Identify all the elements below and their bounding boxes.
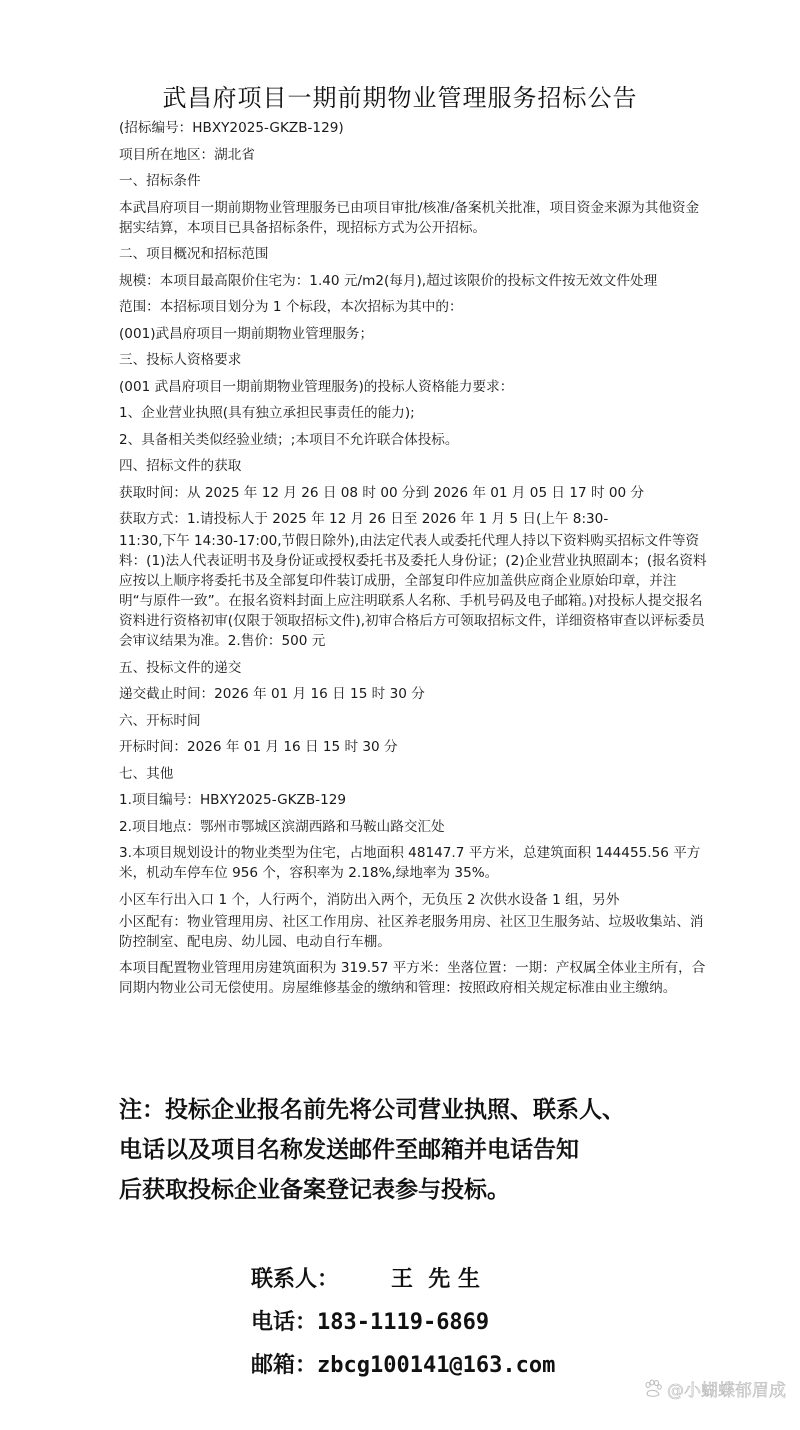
management-housing-text: 本项目配置物业管理用房建筑面积为 319.57 平方米：坐落位置：一期：产权属全体业主所有，合同期内物业公司无偿使用。房屋维修基金的缴纳和管理：按照政府相关规定标准由业主缴纳。 — [119, 960, 706, 996]
note-line: 注：投标企业报名前先将公司营业执照、联系人、 — [119, 1097, 625, 1123]
contact-email-value: zbcg100141@163.com — [316, 1353, 556, 1378]
acquisition-time: 获取时间：从 2025 年 12 月 26 日 08 时 00 分到 2026 年 01 月 05 日 17 时 00 分 — [119, 484, 645, 501]
note-line: 电话以及项目名称发送邮件至邮箱并电话告知 — [119, 1137, 579, 1163]
registration-note — [119, 1090, 719, 1210]
watermark — [643, 1376, 786, 1401]
acquisition-method: 获取方式：1.请投标人于 2025 年 12 月 26 日至 2026 年 1 月 5 日(上午 8:30- — [119, 511, 609, 527]
contact-phone-label: 电话： — [250, 1310, 317, 1335]
tender-conditions: 本武昌府项目一期前期物业管理服务已由项目审批/核准/备案机关批准，项目资金来源为其他资金据实结算，本项目已具备招标条件，现招标方式为公开招标。 — [119, 199, 700, 236]
contact-phone-value: 183-1119-6869 — [316, 1310, 490, 1335]
watermark-text: @小蝴蝶郁眉成 — [667, 1381, 786, 1401]
qualification-intro: (001 武昌府项目一期前期物业管理服务)的投标人资格能力要求： — [119, 378, 514, 395]
note-line: 后获取投标企业备案登记表参与投标。 — [119, 1177, 510, 1203]
submission-deadline: 递交截止时间：2026 年 01 月 16 日 15 时 30 分 — [119, 686, 425, 702]
project-location: 2.项目地点：鄂州市鄂城区滨湖西路和马鞍山路交汇处 — [119, 818, 445, 835]
facilities-text: 小区配有：物业管理用房、社区工作用房、社区养老服务用房、社区卫生服务站、垃圾收集站、消防控制室、配电房、幼儿园、电动自行车棚。 — [119, 913, 704, 950]
scope-text: 范围：本招标项目划分为 1 个标段，本次招标为其中的： — [119, 299, 463, 315]
tender-number: (招标编号：HBXY2025-GKZB-129) — [119, 120, 344, 136]
document-title: 武昌府项目一期前期物业管理服务招标公告 — [162, 84, 638, 112]
baidu-paw-icon — [643, 1379, 663, 1399]
contact-person-label: 联系人： — [250, 1267, 339, 1292]
document-body — [119, 118, 709, 1005]
contact-email-label: 邮箱： — [250, 1353, 317, 1378]
contact-block — [205, 1215, 556, 1378]
section-heading-7: 七、其他 — [119, 765, 174, 782]
section-heading-1: 一、招标条件 — [119, 173, 201, 189]
project-planning: 3.本项目规划设计的物业类型为住宅，占地面积 48147.7 平方米，总建筑面积 144455.56 平方米，机动车停车位 956 个，容积率为 2.18%,绿地率为 35%。 — [119, 845, 701, 881]
section-heading-5: 五、投标文件的递交 — [119, 659, 242, 676]
project-region: 项目所在地区：湖北省 — [119, 146, 255, 163]
section-heading-6: 六、开标时间 — [119, 712, 201, 729]
qualification-item-2: 2、具备相关类似经验业绩；;本项目不允许联合体投标。 — [119, 431, 459, 448]
entrances-text: 小区车行出入口 1 个，人行两个，消防出入两个，无负压 2 次供水设备 1 组，另外 — [119, 891, 620, 908]
acquisition-method-details: 11:30,下午 14:30-17:00,节假日除外),由法定代表人或委托代理人持以下资料购买招标文件等资料：(1)法人代表证明书及身份证或授权委托书及委托人身份证；(2)企业营业执照副本；(报名资料应按以上顺序将委托书及全部复印件装订成册，全部复印件应加盖供应商企业原始印章，并注明“与原件一致”。在报名资料封面上应注明联系人名称、手机号码及电子邮箱。)对投标人提交报名资料进行资格初审(仅限于领取招标文件),初审合格后方可领取招标文件，详细资格审查以评标委员会审议结果为准。2.售价：500 元 — [119, 533, 707, 649]
section-heading-2: 二、项目概况和招标范围 — [119, 246, 269, 262]
lot-text: (001)武昌府项目一期前期物业管理服务； — [119, 325, 374, 342]
opening-time: 开标时间：2026 年 01 月 16 日 15 时 30 分 — [119, 739, 398, 755]
qualification-item-1: 1、企业营业执照(具有独立承担民事责任的能力); — [119, 405, 415, 421]
section-heading-4: 四、招标文件的获取 — [119, 458, 242, 474]
scale-text: 规模：本项目最高限价住宅为：1.40 元/m2(每月),超过该限价的投标文件按无效文件处理 — [119, 272, 658, 289]
section-heading-3: 三、投标人资格要求 — [119, 352, 242, 368]
project-number: 1.项目编号：HBXY2025-GKZB-129 — [119, 792, 347, 808]
contact-person-row — [205, 1215, 555, 1292]
contact-person-value: 王 先 生 — [390, 1267, 480, 1292]
